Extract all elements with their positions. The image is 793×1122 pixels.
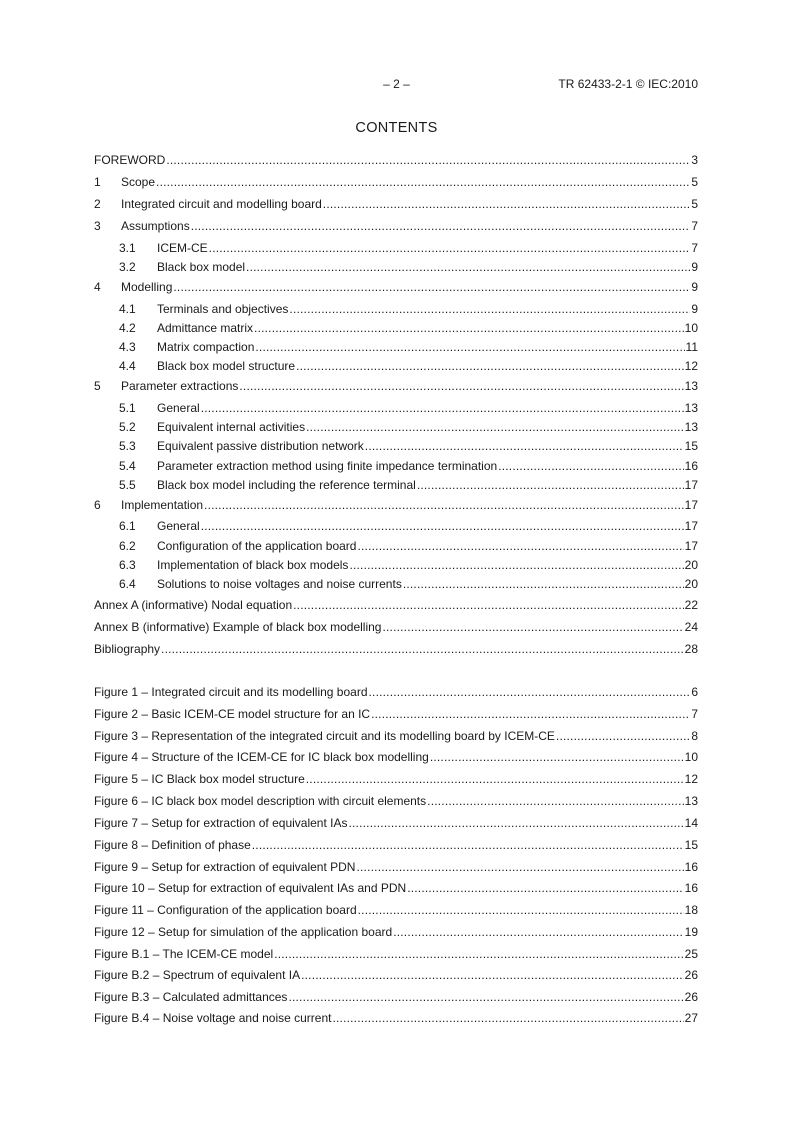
toc-leader-dots	[382, 619, 683, 636]
toc-leader-dots	[209, 240, 691, 257]
figure-entry-page: 16	[684, 881, 698, 895]
toc-entry-title: Modelling	[121, 280, 173, 294]
figure-entry-title: Figure B.2 – Spectrum of equivalent IA	[94, 968, 301, 982]
toc-entry-number: 6.3	[119, 558, 136, 572]
figure-entry-page: 18	[684, 903, 698, 917]
figure-entry-page: 19	[684, 925, 698, 939]
toc-entry-title: General	[157, 401, 200, 415]
toc-leader-dots	[357, 538, 683, 555]
toc-entry-title: Annex B (informative) Example of black box modelling	[94, 620, 382, 634]
toc-entry-page: 12	[684, 359, 698, 373]
toc-entry-page: 24	[684, 620, 698, 634]
toc-leader-dots	[161, 641, 684, 658]
toc-entry[interactable]	[94, 419, 698, 436]
toc-leader-dots	[288, 989, 683, 1006]
toc-entry-title: General	[157, 519, 200, 533]
toc-leader-dots	[498, 458, 683, 475]
figure-entry-page: 15	[684, 838, 698, 852]
figure-list-entry[interactable]	[94, 967, 698, 984]
toc-entry-title: Assumptions	[121, 219, 190, 233]
toc-entry-page: 3	[691, 153, 698, 167]
toc-entry-number: 4	[94, 280, 101, 294]
toc-leader-dots	[306, 771, 684, 788]
toc-entry-page: 20	[684, 558, 698, 572]
toc-entry-number: 4.2	[119, 321, 136, 335]
toc-leader-dots	[556, 728, 690, 745]
toc-entry-number: 5.1	[119, 401, 136, 415]
toc-entry-number: 2	[94, 197, 101, 211]
toc-entry-number: 5	[94, 379, 101, 393]
toc-leader-dots	[417, 477, 684, 494]
toc-entry-number: 6.1	[119, 519, 136, 533]
toc-leader-dots	[369, 684, 691, 701]
figure-entry-title: Figure 2 – Basic ICEM-CE model structure for an IC	[94, 707, 371, 721]
toc-entry-title: Admittance matrix	[157, 321, 254, 335]
toc-leader-dots	[306, 419, 684, 436]
figure-list-entry[interactable]	[94, 859, 698, 876]
toc-leader-dots	[173, 279, 690, 296]
toc-entry-page: 22	[684, 598, 698, 612]
toc-leader-dots	[365, 438, 684, 455]
toc-leader-dots	[166, 152, 690, 169]
toc-leader-dots	[323, 196, 691, 213]
toc-entry[interactable]	[94, 497, 698, 514]
figure-entry-page: 14	[684, 816, 698, 830]
toc-entry-number: 6	[94, 498, 101, 512]
toc-entry-title: Equivalent passive distribution network	[157, 439, 364, 453]
toc-leader-dots	[254, 320, 684, 337]
toc-entry[interactable]	[94, 597, 698, 614]
toc-leader-dots	[274, 946, 683, 963]
toc-entry[interactable]	[94, 279, 698, 296]
toc-entry[interactable]	[94, 619, 698, 636]
toc-entry-page: 10	[684, 321, 698, 335]
toc-leader-dots	[252, 837, 684, 854]
toc-entry-number: 5.2	[119, 420, 136, 434]
figure-entry-page: 16	[684, 860, 698, 874]
toc-entry[interactable]	[94, 641, 698, 658]
toc-entry-page: 28	[684, 642, 698, 656]
toc-entry-title: Configuration of the application board	[157, 539, 357, 553]
toc-leader-dots	[255, 339, 684, 356]
figure-entry-page: 26	[684, 990, 698, 1004]
figure-list-entry[interactable]	[94, 793, 698, 810]
figure-entry-title: Figure 10 – Setup for extraction of equivalent IAs and PDN	[94, 881, 407, 895]
toc-entry[interactable]	[94, 339, 698, 356]
toc-leader-dots	[430, 749, 684, 766]
figure-entry-title: Figure 8 – Definition of phase	[94, 838, 251, 852]
toc-leader-dots	[296, 358, 684, 375]
toc-entry-number: 4.4	[119, 359, 136, 373]
toc-entry[interactable]	[94, 320, 698, 337]
toc-entry-title: Terminals and objectives	[157, 302, 289, 316]
toc-entry[interactable]	[94, 218, 698, 235]
figure-list-entry[interactable]	[94, 749, 698, 766]
toc-entry-page: 7	[691, 241, 698, 255]
figure-entry-page: 25	[684, 947, 698, 961]
figure-entry-title: Figure 7 – Setup for extraction of equivalent IAs	[94, 816, 348, 830]
toc-entry[interactable]	[94, 538, 698, 555]
figure-list-entry[interactable]	[94, 706, 698, 723]
toc-leader-dots	[356, 859, 683, 876]
toc-entry[interactable]	[94, 196, 698, 213]
figure-list-entry[interactable]	[94, 728, 698, 745]
toc-entry-title: Matrix compaction	[157, 340, 255, 354]
toc-leader-dots	[289, 301, 690, 318]
figure-entry-page: 10	[684, 750, 698, 764]
toc-entry-page: 13	[684, 401, 698, 415]
figure-entry-page: 13	[684, 794, 698, 808]
toc-entry-number: 1	[94, 175, 101, 189]
toc-entry-page: 7	[691, 219, 698, 233]
toc-leader-dots	[239, 378, 683, 395]
toc-entry-number: 6.4	[119, 577, 136, 591]
toc-entry-page: 17	[684, 519, 698, 533]
figure-entry-page: 7	[691, 707, 698, 721]
figure-entry-title: Figure 5 – IC Black box model structure	[94, 772, 305, 786]
figure-list-entry[interactable]	[94, 1010, 698, 1027]
toc-entry[interactable]	[94, 152, 698, 169]
toc-leader-dots	[201, 518, 684, 535]
toc-leader-dots	[246, 259, 690, 276]
toc-leader-dots	[371, 706, 690, 723]
toc-entry-number: 5.4	[119, 459, 136, 473]
toc-entry[interactable]	[94, 240, 698, 257]
toc-leader-dots	[191, 218, 691, 235]
toc-entry-title: Solutions to noise voltages and noise currents	[157, 577, 402, 591]
toc-entry-title: Black box model including the reference terminal	[157, 478, 416, 492]
toc-entry-title: Black box model	[157, 260, 246, 274]
figure-entry-title: Figure 1 – Integrated circuit and its modelling board	[94, 685, 368, 699]
toc-entry[interactable]	[94, 518, 698, 535]
toc-leader-dots	[358, 902, 684, 919]
toc-leader-dots	[204, 497, 684, 514]
figure-entry-title: Figure B.3 – Calculated admittances	[94, 990, 288, 1004]
figure-list-entry[interactable]	[94, 771, 698, 788]
toc-entry-title: Scope	[121, 175, 156, 189]
toc-entry-number: 3.2	[119, 260, 136, 274]
figure-entry-title: Figure 12 – Setup for simulation of the application board	[94, 925, 393, 939]
toc-entry-page: 13	[684, 420, 698, 434]
toc-entry-title: Bibliography	[94, 642, 161, 656]
toc-entry-page: 5	[691, 197, 698, 211]
toc-entry-page: 9	[691, 280, 698, 294]
toc-entry-page: 15	[684, 439, 698, 453]
toc-entry[interactable]	[94, 259, 698, 276]
figure-list-entry[interactable]	[94, 684, 698, 701]
toc-entry-page: 16	[684, 459, 698, 473]
figure-entry-title: Figure 6 – IC black box model description with circuit elements	[94, 794, 427, 808]
toc-entry[interactable]	[94, 438, 698, 455]
toc-entry-title: ICEM-CE	[157, 241, 208, 255]
toc-entry-number: 4.3	[119, 340, 136, 354]
toc-entry-title: Parameter extraction method using finite impedance termination	[157, 459, 498, 473]
toc-leader-dots	[407, 880, 683, 897]
toc-entry[interactable]	[94, 477, 698, 494]
toc-leader-dots	[403, 576, 684, 593]
figure-entry-page: 27	[684, 1011, 698, 1025]
toc-entry-title: Parameter extractions	[121, 379, 239, 393]
toc-entry[interactable]	[94, 358, 698, 375]
toc-entry[interactable]	[94, 378, 698, 395]
toc-entry[interactable]	[94, 458, 698, 475]
toc-entry-page: 9	[691, 302, 698, 316]
figure-entry-title: Figure 4 – Structure of the ICEM-CE for IC black box modelling	[94, 750, 429, 764]
figure-list-entry[interactable]	[94, 946, 698, 963]
toc-leader-dots	[301, 967, 684, 984]
toc-entry-title: FOREWORD	[94, 153, 166, 167]
toc-entry[interactable]	[94, 576, 698, 593]
figure-entry-page: 6	[691, 685, 698, 699]
toc-leader-dots	[156, 174, 690, 191]
figure-list-entry[interactable]	[94, 902, 698, 919]
toc-leader-dots	[348, 815, 683, 832]
toc-entry-page: 11	[685, 340, 698, 354]
toc-entry-number: 5.5	[119, 478, 136, 492]
figure-entry-title: Figure 9 – Setup for extraction of equivalent PDN	[94, 860, 356, 874]
toc-entry-page: 13	[684, 379, 698, 393]
figure-list-entry[interactable]	[94, 815, 698, 832]
toc-entry-page: 17	[684, 498, 698, 512]
toc-leader-dots	[332, 1010, 683, 1027]
toc-entry-number: 3.1	[119, 241, 136, 255]
toc-entry-title: Implementation of black box models	[157, 558, 349, 572]
figure-entry-page: 8	[691, 729, 698, 743]
toc-entry-title: Integrated circuit and modelling board	[121, 197, 322, 211]
toc-entry[interactable]	[94, 557, 698, 574]
figure-list-entry[interactable]	[94, 924, 698, 941]
toc-entry[interactable]	[94, 400, 698, 417]
toc-entry-title: Implementation	[121, 498, 204, 512]
toc-leader-dots	[293, 597, 684, 614]
figure-list-entry[interactable]	[94, 989, 698, 1006]
toc-leader-dots	[201, 400, 684, 417]
toc-entry[interactable]	[94, 174, 698, 191]
figure-entry-title: Figure B.4 – Noise voltage and noise current	[94, 1011, 332, 1025]
toc-entry[interactable]	[94, 301, 698, 318]
toc-leader-dots	[427, 793, 683, 810]
toc-leader-dots	[393, 924, 683, 941]
figure-entry-title: Figure 3 – Representation of the integrated circuit and its modelling board by ICEM-CE	[94, 729, 555, 743]
toc-entry-page: 5	[691, 175, 698, 189]
figure-entry-title: Figure 11 – Configuration of the application board	[94, 903, 357, 917]
figure-entry-page: 26	[684, 968, 698, 982]
toc-entry-number: 4.1	[119, 302, 136, 316]
toc-entry-title: Annex A (informative) Nodal equation	[94, 598, 293, 612]
figure-entry-title: Figure B.1 – The ICEM-CE model	[94, 947, 274, 961]
toc-entry-page: 17	[684, 539, 698, 553]
figure-list-entry[interactable]	[94, 837, 698, 854]
toc-entry-number: 5.3	[119, 439, 136, 453]
toc-entry-page: 20	[684, 577, 698, 591]
figure-entry-page: 12	[684, 772, 698, 786]
toc-entry-page: 9	[691, 260, 698, 274]
contents-title: CONTENTS	[355, 120, 438, 136]
toc-entry-title: Equivalent internal activities	[157, 420, 306, 434]
toc-entry-page: 17	[684, 478, 698, 492]
figure-list-entry[interactable]	[94, 880, 698, 897]
toc-entry-number: 6.2	[119, 539, 136, 553]
toc-entry-number: 3	[94, 219, 101, 233]
page-number: – 2 –	[383, 77, 410, 91]
toc-leader-dots	[349, 557, 683, 574]
toc-entry-title: Black box model structure	[157, 359, 296, 373]
document-id: TR 62433-2-1 © IEC:2010	[558, 77, 698, 91]
